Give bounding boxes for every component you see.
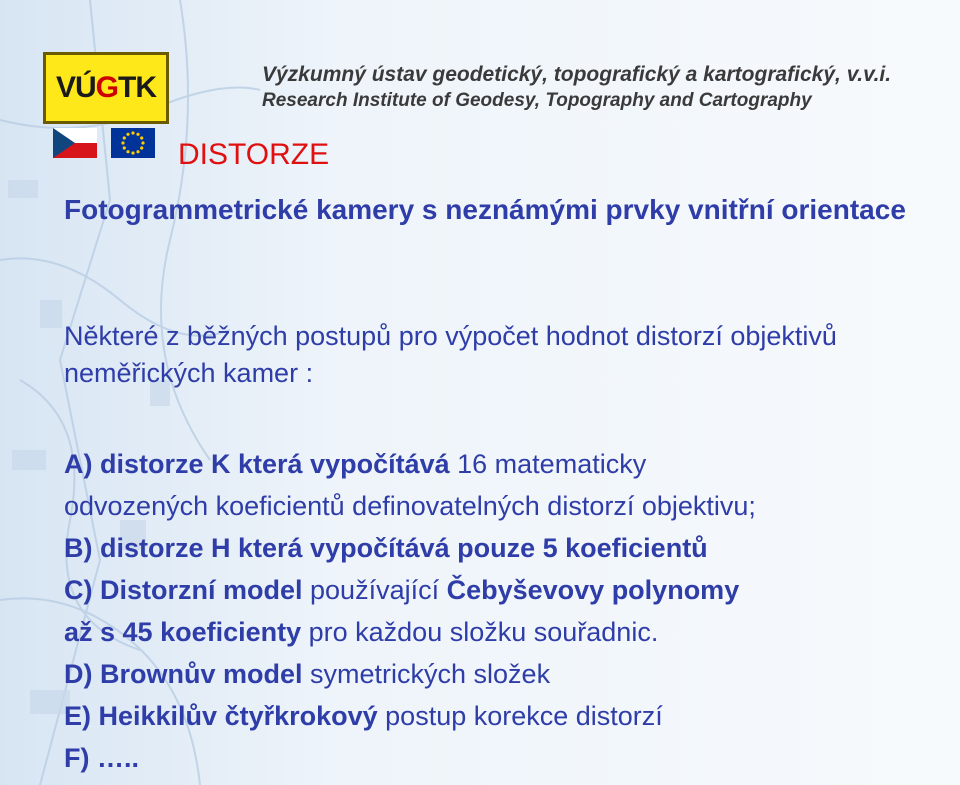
method-list	[64, 443, 960, 779]
list-item	[64, 737, 960, 779]
logo-text-right: TK	[118, 71, 157, 104]
list-item	[64, 611, 960, 653]
item-text: odvozených koeficientů definovatelných distorzí objektivu;	[64, 491, 756, 521]
item-bold: až s 45 koeficienty	[64, 617, 302, 647]
item-text: symetrických složek	[302, 659, 551, 689]
logo-text-left: VÚ	[55, 71, 96, 104]
logo-text	[56, 71, 156, 105]
list-item	[64, 485, 960, 527]
list-item	[64, 443, 960, 485]
item-text: používající	[302, 575, 447, 605]
item-bold-2: Čebyševovy polynomy	[446, 575, 740, 605]
item-text: 16 matematicky	[449, 449, 647, 479]
item-bold: C) Distorzní model	[64, 575, 303, 605]
intro-text: Některé z běžných postupů pro výpočet hodnot distorzí objektivů neměřických kamer :	[64, 321, 837, 388]
logo-text-mid: G	[95, 71, 119, 104]
list-item	[64, 527, 960, 569]
item-bold: B) distorze H která vypočítává pouze 5 koeficientů	[64, 533, 708, 563]
org-name-cz: Výzkumný ústav geodetický, topografický a kartografický, v.v.i.	[262, 63, 892, 86]
eu-flag-icon	[111, 128, 155, 158]
list-item	[64, 695, 960, 737]
item-bold: A) distorze K která vypočítává	[64, 449, 450, 479]
item-bold: E) Heikkilův čtyřkrokový	[64, 701, 378, 731]
item-text: pro každou složku souřadnic.	[301, 617, 659, 647]
item-text: postup korekce distorzí	[377, 701, 663, 731]
item-bold: F) …..	[64, 743, 139, 773]
organization-name	[262, 62, 891, 114]
czech-flag-icon	[53, 128, 97, 158]
list-item	[64, 569, 960, 611]
item-bold: D) Brownův model	[64, 659, 303, 689]
slide-title: DISTORZE	[178, 138, 330, 171]
slide-subtitle: Fotogrammetrické kamery s neznámými prvky vnitřní orientace	[64, 194, 906, 225]
vugtk-logo	[43, 52, 169, 124]
org-name-en: Research Institute of Geodesy, Topography and Cartography	[262, 90, 812, 111]
list-item	[64, 653, 960, 695]
